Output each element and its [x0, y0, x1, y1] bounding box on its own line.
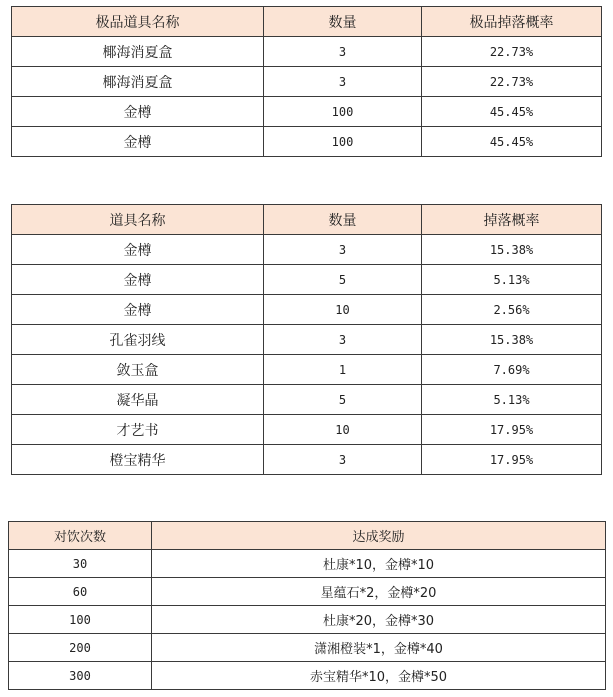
quantity-cell: 10 [264, 415, 422, 445]
table-row [9, 662, 606, 690]
item-name-cell: 金樽 [12, 127, 264, 157]
drop-rate-cell: 17.95% [422, 445, 602, 475]
drop-rate-cell: 22.73% [422, 67, 602, 97]
quantity-cell: 100 [264, 127, 422, 157]
quantity-cell: 3 [264, 445, 422, 475]
item-name-cell: 凝华晶 [12, 385, 264, 415]
table-row [12, 97, 602, 127]
reward-cell: 杜康*10，金樽*10 [152, 550, 606, 578]
table-row [12, 355, 602, 385]
reward-cell: 杜康*20，金樽*30 [152, 606, 606, 634]
drop-rate-cell: 45.45% [422, 127, 602, 157]
reward-cell: 赤宝精华*10，金樽*50 [152, 662, 606, 690]
header-premium-item-name: 极品道具名称 [12, 7, 264, 37]
header-premium-drop-rate: 极品掉落概率 [422, 7, 602, 37]
quantity-cell: 3 [264, 235, 422, 265]
table-row [12, 385, 602, 415]
quantity-cell: 1 [264, 355, 422, 385]
table-row [12, 235, 602, 265]
item-drop-table [11, 204, 602, 475]
quantity-cell: 3 [264, 37, 422, 67]
table-row [12, 265, 602, 295]
item-name-cell: 金樽 [12, 265, 264, 295]
drink-count-cell: 300 [9, 662, 152, 690]
drop-rate-cell: 15.38% [422, 325, 602, 355]
header-drop-rate: 掉落概率 [422, 205, 602, 235]
item-name-cell: 孔雀羽线 [12, 325, 264, 355]
drop-rate-cell: 7.69% [422, 355, 602, 385]
header-reward: 达成奖励 [152, 522, 606, 550]
table-row [12, 67, 602, 97]
drop-rate-cell: 45.45% [422, 97, 602, 127]
header-quantity: 数量 [264, 205, 422, 235]
premium-drop-table [11, 6, 602, 157]
table-row [9, 550, 606, 578]
quantity-cell: 10 [264, 295, 422, 325]
reward-cell: 潇湘橙装*1，金樽*40 [152, 634, 606, 662]
item-name-cell: 才艺书 [12, 415, 264, 445]
table-header-row [9, 522, 606, 550]
drop-rate-cell: 15.38% [422, 235, 602, 265]
reward-cell: 星蕴石*2，金樽*20 [152, 578, 606, 606]
header-quantity: 数量 [264, 7, 422, 37]
item-name-cell: 敛玉盒 [12, 355, 264, 385]
item-name-cell: 金樽 [12, 295, 264, 325]
table-row [12, 295, 602, 325]
table-row [12, 415, 602, 445]
drop-rate-cell: 5.13% [422, 385, 602, 415]
item-name-cell: 金樽 [12, 97, 264, 127]
header-drink-count: 对饮次数 [9, 522, 152, 550]
drink-count-cell: 100 [9, 606, 152, 634]
table-row [9, 606, 606, 634]
table-row [12, 37, 602, 67]
drop-rate-cell: 5.13% [422, 265, 602, 295]
drink-count-cell: 30 [9, 550, 152, 578]
table-row [9, 578, 606, 606]
table-row [12, 325, 602, 355]
drop-rate-cell: 17.95% [422, 415, 602, 445]
item-name-cell: 金樽 [12, 235, 264, 265]
item-name-cell: 椰海消夏盒 [12, 37, 264, 67]
drink-reward-table [8, 521, 606, 690]
table-row [12, 127, 602, 157]
item-name-cell: 椰海消夏盒 [12, 67, 264, 97]
table-header-row [12, 205, 602, 235]
quantity-cell: 3 [264, 67, 422, 97]
drop-rate-cell: 22.73% [422, 37, 602, 67]
quantity-cell: 100 [264, 97, 422, 127]
item-name-cell: 橙宝精华 [12, 445, 264, 475]
table-header-row [12, 7, 602, 37]
drop-rate-cell: 2.56% [422, 295, 602, 325]
drink-count-cell: 200 [9, 634, 152, 662]
header-item-name: 道具名称 [12, 205, 264, 235]
quantity-cell: 5 [264, 265, 422, 295]
quantity-cell: 5 [264, 385, 422, 415]
table-row [12, 445, 602, 475]
table-row [9, 634, 606, 662]
quantity-cell: 3 [264, 325, 422, 355]
drink-count-cell: 60 [9, 578, 152, 606]
